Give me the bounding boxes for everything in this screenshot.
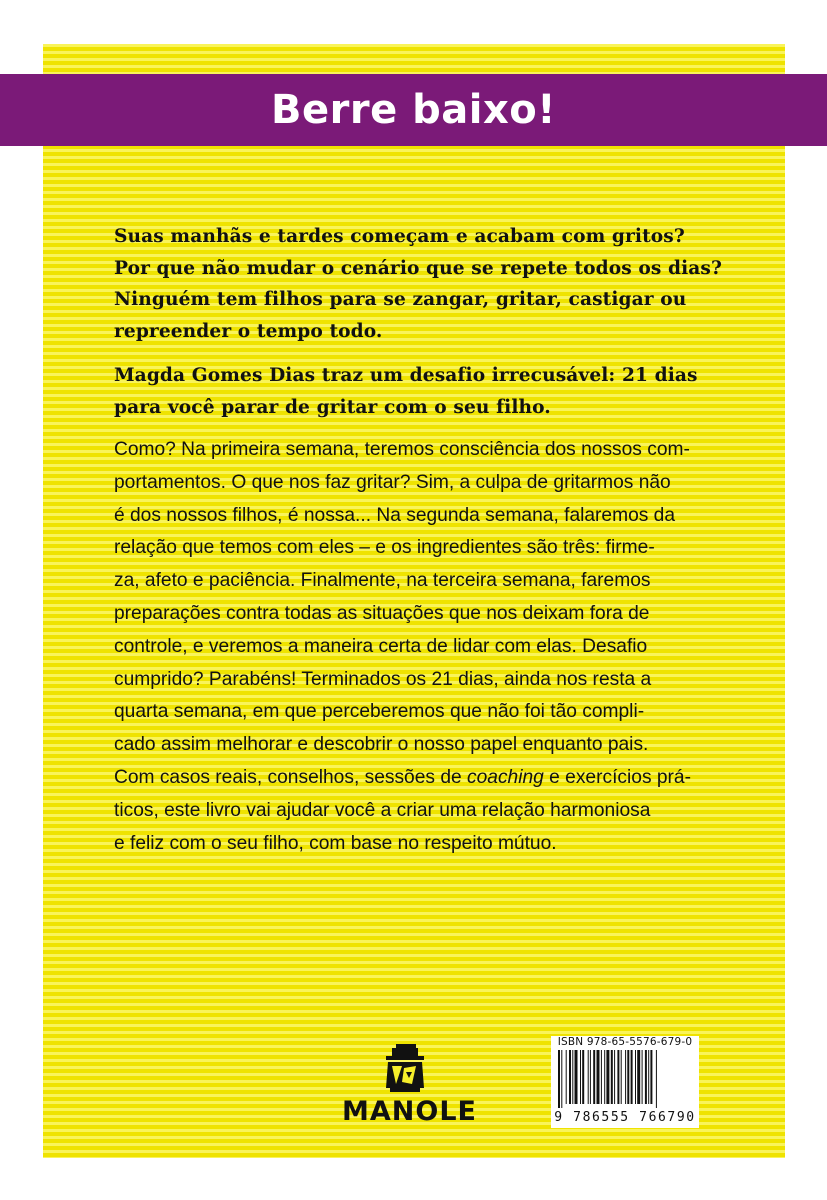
title-band [0, 74, 827, 146]
barcode-block [551, 1036, 699, 1128]
body-paragraph-1 [114, 434, 704, 762]
body-line: ticos, este livro vai ajudar você a criar uma relação harmoniosa [114, 799, 651, 821]
body-text: e exercícios prá- [543, 767, 691, 788]
barcode-bar [569, 1050, 571, 1104]
barcode-bar [621, 1050, 622, 1104]
barcode-bar [566, 1050, 567, 1104]
body-line: é dos nossos filhos, é nossa... Na segunda semana, falaremos da [114, 504, 676, 526]
barcode-bar [656, 1050, 657, 1108]
lead-paragraph-2 [114, 360, 704, 423]
barcode-bar [593, 1050, 595, 1104]
barcode-bar [561, 1050, 562, 1108]
lead-line: para você parar de gritar com o seu filho. [114, 396, 551, 418]
barcode-bar [627, 1050, 629, 1104]
barcode-bar [611, 1050, 613, 1104]
body-line: relação que temos com eles – e os ingredientes são três: firme- [114, 537, 655, 559]
book-title: Berre baixo! [271, 87, 556, 133]
barcode-bar [601, 1050, 602, 1104]
body-line [114, 762, 704, 795]
manole-logo-icon [382, 1042, 428, 1096]
barcode-bar [645, 1050, 647, 1104]
body-line: Como? Na primeira semana, teremos consciência dos nossos com- [114, 439, 690, 460]
barcode-bar [582, 1050, 584, 1104]
barcode-bar [625, 1050, 626, 1104]
body-line: e feliz com o seu filho, com base no respeito mútuo. [114, 832, 557, 854]
barcode-bar [650, 1050, 652, 1104]
lead-line: Suas manhãs e tardes começam e acabam com gritos? [114, 226, 685, 247]
lead-line: repreender o tempo todo. [114, 320, 383, 342]
barcode-bar [597, 1050, 600, 1104]
barcode-bar [642, 1050, 643, 1104]
isbn-label: ISBN 978-65-5576-679-0 [557, 1036, 693, 1048]
barcode-bar [572, 1050, 573, 1104]
publisher-name: MANOLE [342, 1096, 477, 1127]
barcode-number: 9 786555 766790 [554, 1110, 696, 1125]
barcode-bar [580, 1050, 581, 1104]
barcode-bar [590, 1050, 591, 1104]
body-line: preparações contra todas as situações que nos deixam fora de [114, 602, 650, 624]
body-text: Com casos reais, conselhos, sessões de [114, 767, 468, 788]
barcode-bar [575, 1050, 578, 1104]
body-line: quarta semana, em que perceberemos que não foi tão compli- [114, 701, 645, 723]
coaching-italic: coaching [467, 767, 544, 788]
body-line: cumprido? Parabéns! Terminados os 21 dias, ainda nos resta a [114, 668, 652, 690]
barcode-bar [635, 1050, 636, 1104]
lead-line: Magda Gomes Dias traz um desafio irrecusável: 21 dias [114, 365, 698, 386]
barcode-bar [604, 1050, 605, 1104]
barcode-bar [648, 1050, 649, 1104]
publisher-logo [342, 1040, 477, 1140]
barcode-bar [617, 1050, 619, 1104]
body-line: portamentos. O que nos faz gritar? Sim, a culpa de gritarmos não [114, 471, 671, 493]
barcode [555, 1050, 695, 1108]
lead-line: Ninguém tem filhos para se zangar, gritar, castigar ou [114, 289, 687, 310]
body-line: controle, e veremos a maneira certa de lidar com elas. Desafio [114, 635, 648, 657]
barcode-bar [614, 1050, 615, 1104]
body-line: cado assim melhorar e descobrir o nosso papel enquanto pais. [114, 734, 649, 756]
barcode-bar [558, 1050, 560, 1108]
barcode-bar [588, 1050, 589, 1104]
barcode-bar [631, 1050, 633, 1104]
barcode-bar [637, 1050, 640, 1104]
lead-line: Por que não mudar o cenário que se repete todos os dias? [114, 257, 722, 279]
lead-paragraph-1 [114, 221, 722, 347]
body-line: za, afeto e paciência. Finalmente, na terceira semana, faremos [114, 570, 651, 592]
body-paragraph-2 [114, 762, 704, 860]
barcode-bar [606, 1050, 609, 1104]
